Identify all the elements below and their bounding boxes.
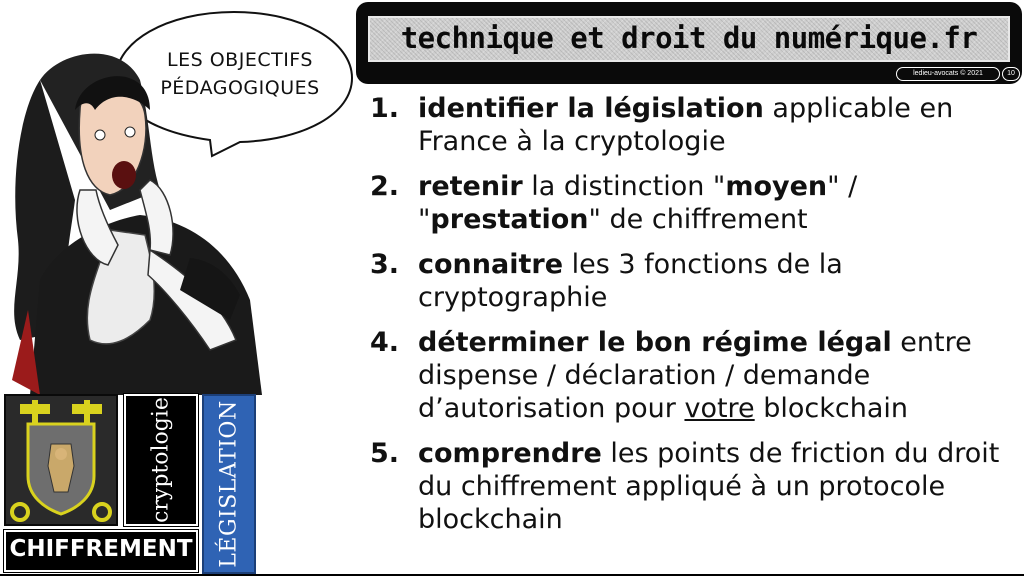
chiffrement-badge xyxy=(4,530,198,572)
objective-keyword: moyen xyxy=(725,171,828,202)
objective-item xyxy=(370,92,1020,158)
objective-keyword: retenir xyxy=(418,171,523,202)
objective-number: 1. xyxy=(370,93,400,124)
coat-of-arms-box xyxy=(4,394,118,526)
legislation-badge xyxy=(202,394,256,574)
objective-item xyxy=(370,437,1020,536)
legislation-label: LÉGISLATION xyxy=(216,400,242,568)
objective-number: 3. xyxy=(370,249,400,280)
objective-text: entre dispense / déclaration / demande d’autorisation pour xyxy=(418,327,972,424)
objective-number: 2. xyxy=(370,171,400,202)
bubble-line-1: LES OBJECTIFS xyxy=(167,49,313,71)
objective-text: blockchain xyxy=(754,393,909,424)
objective-text: applicable en France à la cryptologie xyxy=(418,93,954,157)
page-number: 10 xyxy=(1002,67,1020,81)
objective-keyword: identifier la législation xyxy=(418,93,764,124)
objective-keyword: déterminer le bon régime légal xyxy=(418,327,892,358)
objective-number: 4. xyxy=(370,327,400,358)
page-title: technique et droit du numérique.fr xyxy=(400,21,978,55)
objective-number: 5. xyxy=(370,438,400,469)
bubble-line-2: PÉDAGOGIQUES xyxy=(160,77,320,99)
objective-emphasis: votre xyxy=(684,393,755,424)
chiffrement-label: CHIFFREMENT xyxy=(9,536,193,562)
objective-text: la distinction " xyxy=(522,171,726,202)
objective-text: les points de friction du droit du chiffrement appliqué à un protocole blockchain xyxy=(418,438,1000,535)
objectives-list xyxy=(370,92,1020,536)
objective-item xyxy=(370,326,1020,425)
topic-badges xyxy=(0,392,356,576)
cryptologie-badge xyxy=(124,394,198,526)
lawyer-character-illustration xyxy=(0,40,300,395)
objective-text: " de chiffrement xyxy=(588,204,808,235)
title-plate xyxy=(368,16,1010,62)
objective-item xyxy=(370,248,1020,314)
objective-text: " / " xyxy=(418,171,858,235)
objective-keyword: connaitre xyxy=(418,249,564,280)
crossed-keys-icon xyxy=(6,396,116,524)
cryptologie-label: cryptologie xyxy=(148,397,174,523)
objective-keyword: comprendre xyxy=(418,438,602,469)
copyright-tag: ledieu-avocats © 2021 xyxy=(896,67,1000,81)
objective-text: les 3 fonctions de la cryptographie xyxy=(418,249,843,313)
objective-keyword: prestation xyxy=(430,204,589,235)
objective-item xyxy=(370,170,1020,236)
